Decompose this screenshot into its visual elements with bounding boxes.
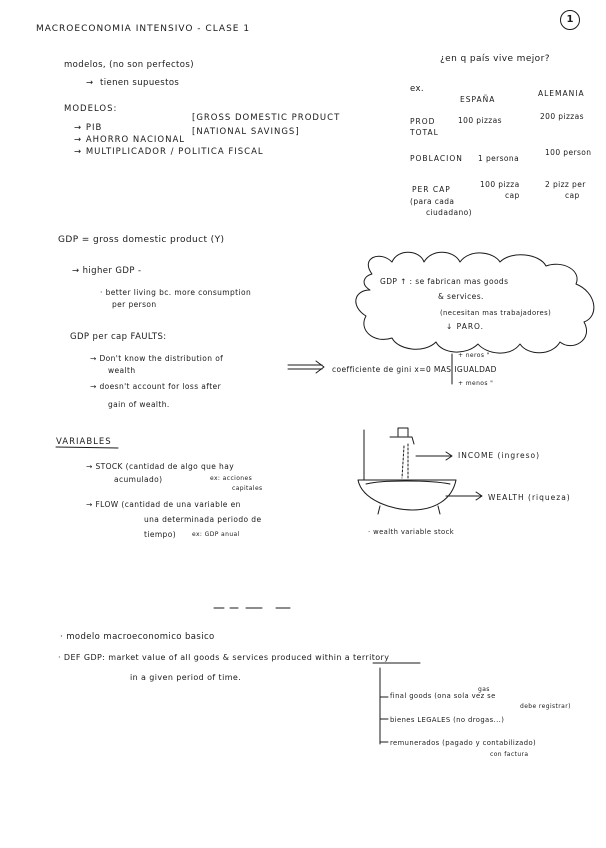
model-item-pib: → PIB bbox=[74, 123, 103, 133]
flow-text: FLOW (cantidad de una variable en bbox=[95, 500, 241, 509]
cloud-outline bbox=[356, 252, 594, 353]
cloud-line-2: & services. bbox=[438, 292, 484, 301]
gini-less: + menos " bbox=[458, 380, 494, 387]
final-goods-gas-note: gas bbox=[478, 686, 490, 693]
wealth-variable-note: · wealth variable stock bbox=[368, 528, 455, 536]
row-label-poblacion: POBLACION bbox=[410, 154, 463, 163]
fault-1-text: Don't know the distribution of bbox=[99, 354, 224, 363]
fault-2-line-1: → doesn't account for loss after bbox=[90, 382, 222, 391]
gdp-better-line-2: per person bbox=[112, 300, 157, 309]
stock-example: ex: acciones bbox=[210, 475, 253, 482]
page-title: MACROECONOMIA INTENSIVO - CLASE 1 bbox=[36, 24, 251, 34]
flow-line-1: → FLOW (cantidad de una variable en bbox=[86, 500, 241, 509]
column-header-espana: ESPAÑA bbox=[460, 95, 496, 104]
stock-line-1: → STOCK (cantidad de algo que hay bbox=[86, 462, 235, 471]
model-item-label: AHORRO NACIONAL bbox=[85, 135, 185, 145]
bathtub-income-label: INCOME (ingreso) bbox=[458, 451, 541, 460]
cloud-line-3: (necesitan mas trabajadores) bbox=[440, 309, 552, 317]
model-note-savings: [NATIONAL SAVINGS] bbox=[192, 127, 300, 137]
branch-remunerated-2: con factura bbox=[490, 751, 529, 758]
cell-espana-percap-unit: cap bbox=[505, 191, 520, 200]
cloud-line-4: ↓ PARO. bbox=[446, 322, 485, 331]
cell-alemania-prod: 200 pizzas bbox=[540, 112, 584, 121]
cell-alemania-percap-unit: cap bbox=[565, 191, 580, 200]
gdp-def-line-1: · DEF GDP: market value of all goods & services produced within a territory bbox=[58, 653, 390, 662]
cell-alemania-percap: 2 pizz per bbox=[545, 180, 586, 189]
stock-text: STOCK (cantidad de algo que hay bbox=[95, 462, 235, 471]
fault-2-line-2: gain of wealth. bbox=[108, 400, 170, 409]
page-number: 1 bbox=[566, 14, 574, 25]
model-item-multiplicador: → MULTIPLICADOR / POLITICA FISCAL bbox=[74, 147, 264, 157]
gini-coefficient: coefficiente de gini x=0 MAS IGUALDAD bbox=[332, 365, 497, 374]
fault-1-line-2: wealth bbox=[108, 366, 136, 375]
cloud-line-1: GDP ↑ : se fabrican mas goods bbox=[380, 277, 509, 286]
cell-espana-poblacion: 1 persona bbox=[478, 154, 520, 163]
double-arrow-icon bbox=[288, 361, 324, 373]
gdp-higher-label: higher GDP - bbox=[82, 266, 142, 276]
note-models-arrow: tienen supuestos bbox=[100, 78, 180, 88]
comparison-question: ¿en q país vive mejor? bbox=[440, 54, 550, 64]
branch-final-goods-2: debe registrar) bbox=[520, 703, 571, 710]
column-header-alemania: ALEMANIA bbox=[538, 89, 585, 98]
gdp-higher: → higher GDP - bbox=[72, 266, 142, 276]
basic-model-line: · modelo macroeconomico basico bbox=[60, 632, 215, 642]
arrow-icon: → bbox=[86, 78, 94, 88]
models-heading: MODELOS: bbox=[64, 104, 118, 114]
cell-espana-percap: 100 pizza bbox=[480, 180, 520, 189]
gdp-faults-heading: GDP per cap FAULTS: bbox=[70, 332, 167, 342]
flow-line-3: tiempo) bbox=[144, 530, 177, 539]
gdp-better-line-1: · better living bc. more consumption bbox=[100, 288, 252, 297]
gdp-better-text: better living bc. more consumption bbox=[105, 288, 252, 297]
gini-more: + neros " bbox=[458, 352, 490, 359]
row-label-total: TOTAL bbox=[410, 128, 439, 137]
bathtub-wealth-label: WEALTH (riqueza) bbox=[488, 493, 571, 502]
branch-legal-goods: bienes LEGALES (no drogas...) bbox=[390, 716, 505, 724]
stock-line-2: acumulado) bbox=[114, 475, 163, 484]
definition-branch-lines bbox=[380, 668, 388, 744]
gdp-def-line-2: in a given period of time. bbox=[130, 673, 242, 682]
fault-2-text: doesn't account for loss after bbox=[99, 382, 222, 391]
model-note-gdp: [GROSS DOMESTIC PRODUCT bbox=[192, 113, 341, 123]
model-item-ahorro: → AHORRO NACIONAL bbox=[74, 135, 185, 145]
stock-example-2: capitales bbox=[232, 485, 263, 492]
gdp-def-text: DEF GDP: market value of all goods & services produced within a territory bbox=[63, 653, 390, 662]
flow-line-2: una determinada periodo de bbox=[144, 515, 262, 524]
note-models-line: modelos, (no son perfectos) bbox=[64, 60, 194, 70]
model-item-label: PIB bbox=[85, 123, 103, 133]
gdp-definition: GDP = gross domestic product (Y) bbox=[58, 235, 225, 245]
flow-example: ex: GDP anual bbox=[192, 531, 240, 538]
row-label-per-cap: PER CAP bbox=[412, 185, 451, 194]
cell-alemania-poblacion: 100 person bbox=[545, 148, 592, 157]
wealth-note-text: wealth variable stock bbox=[373, 528, 455, 536]
row-label-ciudadano: ciudadano) bbox=[426, 208, 472, 217]
branch-remunerated: remunerados (pagado y contabilizado) bbox=[390, 739, 537, 747]
comparison-ex-label: ex. bbox=[410, 84, 425, 94]
cell-espana-prod: 100 pizzas bbox=[458, 116, 502, 125]
variables-underline bbox=[56, 447, 118, 448]
variables-heading: VARIABLES bbox=[56, 437, 112, 447]
income-arrow-icon bbox=[416, 452, 452, 460]
bathtub-icon bbox=[358, 428, 456, 514]
wealth-arrow-icon bbox=[446, 492, 482, 500]
fault-1-line-1: → Don't know the distribution of bbox=[90, 354, 224, 363]
branch-final-goods: final goods (ona sola vez se bbox=[390, 692, 496, 700]
model-item-label: MULTIPLICADOR / POLITICA FISCAL bbox=[85, 147, 264, 157]
row-label-para-cada: (para cada bbox=[410, 197, 455, 206]
row-label-prod: PROD bbox=[410, 117, 436, 126]
basic-model-text: modelo macroeconomico basico bbox=[66, 632, 215, 642]
